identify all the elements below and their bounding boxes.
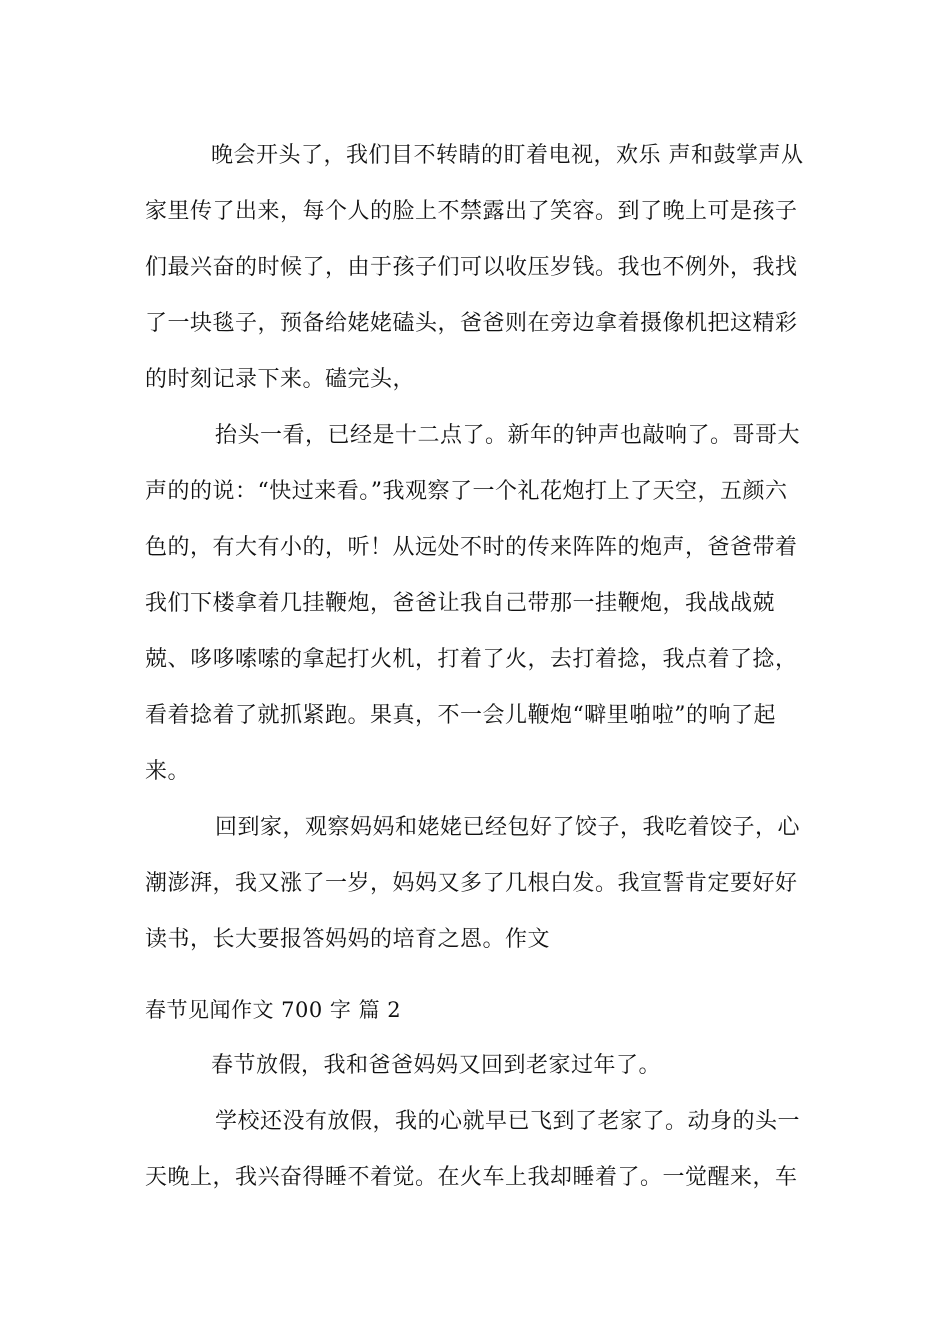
paragraph-dumplings: 回到家，观察妈妈和姥姥已经包好了饺子，我吃着饺子，心潮澎湃，我又涨了一岁，妈妈又多了几根白发。我宣誓肯定要好好读书，长大要报答妈妈的培育之恩。作文 [145,815,801,952]
paragraph-holiday: 春节放假，我和爸爸妈妈又回到老家过年了。 [211,1053,662,1078]
paragraph-evening-party: 晚会开头了，我们目不转睛的盯着电视，欢乐 声和鼓掌声从家里传了出来，每个人的脸上不禁露出了笑容。到了晚上可是孩子们最兴奋的时候了，由于孩子们可以收压岁钱。我也不例外，我找了一块毯子，预备给姥姥磕头，爸爸则在旁边拿着摄像机把这精彩的时刻记录下来。磕完头， [145,143,804,392]
paragraph-firecrackers: 抬头一看，已经是十二点了。新年的钟声也敲响了。哥哥大声的的说：“快过来看。”我观察了一个礼花炮打上了天空，五颜六色的，有大有小的，听！从远处不时的传来阵阵的炮声，爸爸带着我们下楼拿着几挂鞭炮，爸爸让我自己带那一挂鞭炮，我战战兢兢、哆哆嗦嗦的拿起打火机，打着了火，去打着捻，我点着了捻，看着捻着了就抓紧跑。果真，不一会儿鞭炮“噼里啪啦”的响了起来。 [145,423,801,784]
paragraph-train: 学校还没有放假，我的心就早已飞到了老家了。动身的头一天晚上，我兴奋得睡不着觉。在火车上我却睡着了。一觉醒来，车 [145,1109,801,1190]
section-heading: 春节见闻作文 700 字 篇 2 [145,998,402,1022]
